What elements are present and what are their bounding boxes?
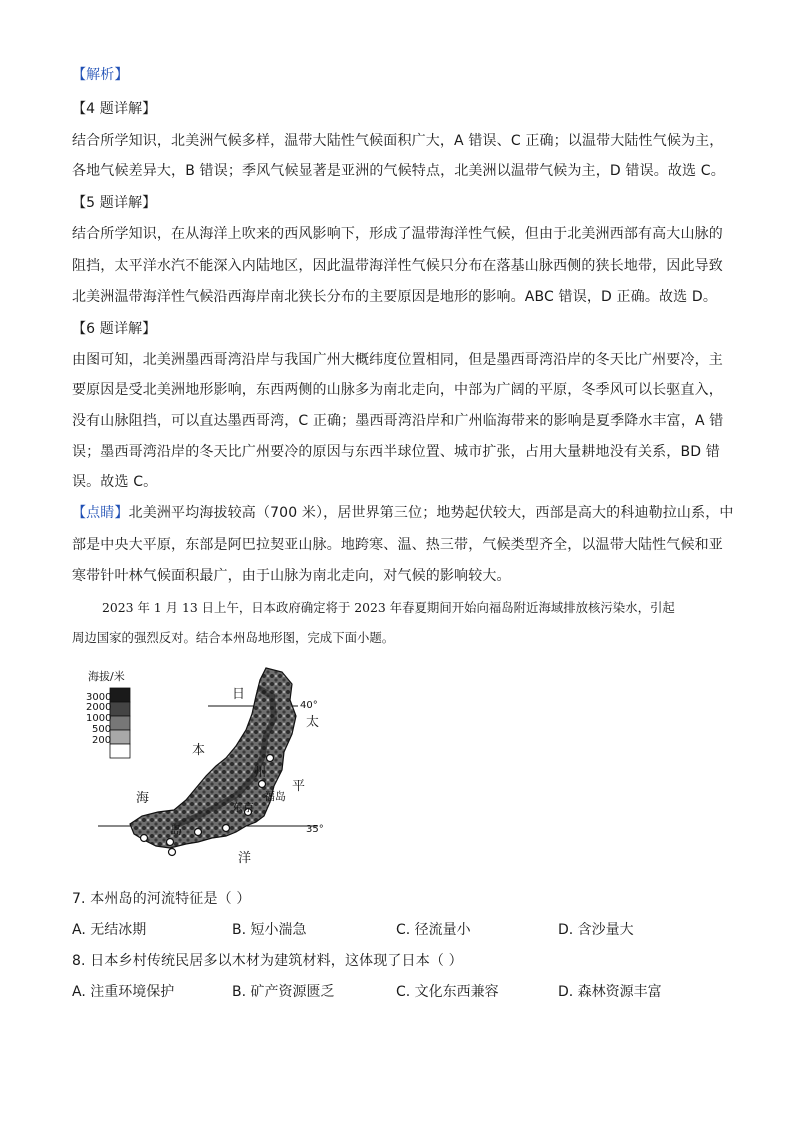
q6-text-line: 误；墨西哥湾沿岸的冬天比广州要冷的原因与东西半球位置、城市扩张，占用大量耕地没有关系，BD 错	[72, 444, 720, 460]
elevation-legend	[86, 688, 130, 758]
q6-text-line: 由图可知，北美洲墨西哥湾沿岸与我国广州大概纬度位置相同，但是墨西哥湾沿岸的冬天比广州要冷，主	[72, 352, 723, 368]
legend-level-200: 200	[92, 735, 112, 746]
question-8-option-b[interactable]: B. 矿产资源匮乏	[232, 984, 335, 1000]
question-8-option-d[interactable]: D. 森林资源丰富	[558, 984, 662, 1000]
city-marker	[167, 839, 174, 846]
q4-header: 【4 题详解】	[72, 101, 157, 117]
q5-header: 【5 题详解】	[72, 195, 157, 211]
question-8-option-c[interactable]: C. 文化东西兼容	[396, 984, 499, 1000]
city-marker	[267, 755, 274, 762]
question-7-option-b[interactable]: B. 短小湍急	[232, 922, 307, 938]
q6-text-line: 要原因是受北美洲地形影响，东西两侧的山脉多为南北走向，中部为广阔的平原，冬季风可以长驱直入，	[72, 382, 723, 398]
q6-text-line: 没有山脉阻挡，可以直达墨西哥湾，C 正确；墨西哥湾沿岸和广州临海带来的影响是夏季降水丰富，A 错	[72, 413, 724, 429]
legend-level-1000: 1000	[86, 713, 112, 724]
sea-label-ben: 本	[192, 743, 206, 758]
island-label-zhou: 州	[254, 765, 267, 779]
latitude-label-35: 35°	[306, 824, 324, 835]
legend-level-3000: 3000	[86, 692, 112, 703]
city-marker	[223, 825, 230, 832]
ocean-label-yang: 洋	[238, 851, 252, 866]
city-label-fukushima: 福岛	[264, 790, 286, 803]
question-8-stem: 8. 日本乡村传统民居多以木材为建筑材料，这体现了日本（ ）	[72, 953, 463, 969]
city-marker	[169, 849, 176, 856]
tip-text-line: 寒带针叶林气候面积最广，由于山脉为南北走向，对气候的影响较大。	[72, 568, 511, 584]
tip-label: 【点睛】	[72, 505, 129, 521]
question-8-option-a[interactable]: A. 注重环境保护	[72, 984, 175, 1000]
city-marker-fukushima	[259, 781, 266, 788]
legend-swatch	[110, 702, 130, 716]
legend-swatch	[110, 730, 130, 744]
legend-level-2000: 2000	[86, 702, 112, 713]
question-7-stem: 7. 本州岛的河流特征是（ ）	[72, 891, 251, 907]
legend-title: 海拔/米	[88, 670, 125, 683]
q4-text-line: 结合所学知识，北美洲气候多样，温带大陆性气候面积广大，A 错误、C 正确；以温带大陆性气候为主，	[72, 133, 724, 149]
q6-text-line: 误。故选 C。	[72, 474, 158, 490]
ocean-label-tai: 太	[306, 715, 320, 730]
latitude-label-40: 40°	[300, 700, 318, 711]
legend-swatch	[110, 716, 130, 730]
sea-label-ri: 日	[232, 687, 246, 702]
tip-text-line: 部是中央大平原，东部是阿巴拉契亚山脉。地跨寒、温、热三带，气候类型齐全，以温带大陆性气候和亚	[72, 537, 723, 553]
question-7-option-a[interactable]: A. 无结冰期	[72, 922, 147, 938]
legend-swatch	[110, 688, 130, 702]
ocean-label-ping: 平	[292, 779, 306, 794]
question-7-option-d[interactable]: D. 含沙量大	[558, 922, 634, 938]
intro-text-line: 周边国家的强烈反对。结合本州岛地形图，完成下面小题。	[72, 630, 395, 645]
analysis-label: 【解析】	[72, 67, 129, 83]
legend-swatch	[110, 744, 130, 758]
city-marker	[141, 835, 148, 842]
city-label-tokyo: 东京	[232, 801, 254, 814]
sea-label-hai: 海	[136, 791, 150, 806]
honshu-topographic-map	[86, 666, 330, 870]
tip-paragraph-first	[72, 500, 734, 526]
q5-text-line: 阻挡，太平洋水汽不能深入内陆地区，因此温带海洋性气候只分布在落基山脉西侧的狭长地带，因此导致	[72, 258, 723, 274]
city-marker	[195, 829, 202, 836]
q4-text-line: 各地气候差异大，B 错误；季风气候显著是亚洲的气候特点，北美洲以温带气候为主，D 错误。故选 C。	[72, 163, 725, 179]
island-label-dao: 岛	[170, 823, 183, 837]
q6-header: 【6 题详解】	[72, 321, 157, 337]
intro-text-line: 2023 年 1 月 13 日上午，日本政府确定将于 2023 年春夏期间开始向福岛附近海域排放核污染水，引起	[102, 600, 675, 615]
question-7-option-c[interactable]: C. 径流量小	[396, 922, 471, 938]
legend-level-500: 500	[92, 724, 112, 735]
tip-text: 北美洲平均海拔较高（700 米），居世界第三位；地势起伏较大，西部是高大的科迪勒拉山系，中	[128, 505, 734, 521]
q5-text-line: 结合所学知识，在从海洋上吹来的西风影响下，形成了温带海洋性气候，但由于北美洲西部有高大山脉的	[72, 226, 723, 242]
q5-text-line: 北美洲温带海洋性气候沿西海岸南北狭长分布的主要原因是地形的影响。ABC 错误，D 正确。故选 D。	[72, 289, 717, 305]
